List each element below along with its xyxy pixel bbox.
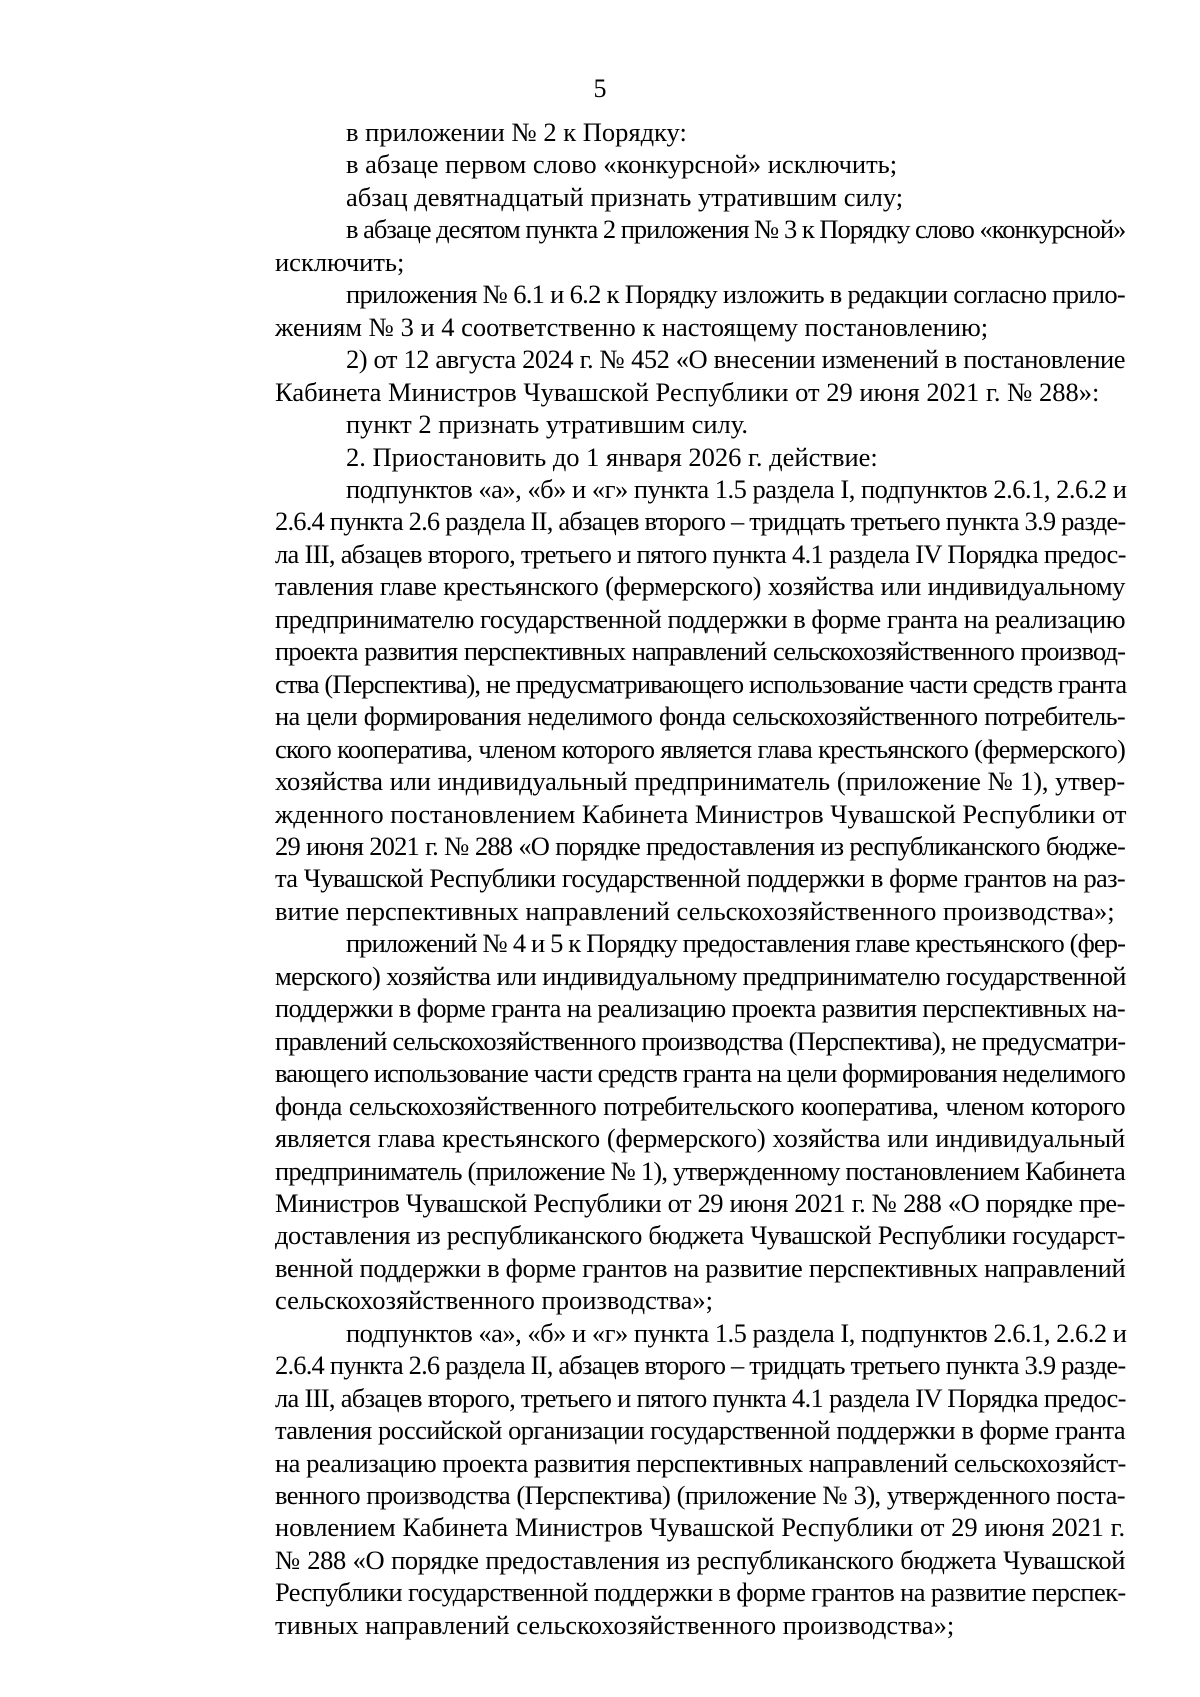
text-line: пункт 2 признать утратившим силу. [346, 409, 748, 440]
page-number: 5 [593, 74, 607, 103]
text-line: 2) от 12 августа 2024 г. № 452 «О внесении изменений в постановление [346, 344, 1125, 375]
text-line: 29 июня 2021 г. № 288 «О порядке предоставления из республиканского бюдже- [275, 830, 1125, 861]
text-line: тивных направлений сельскохозяйственного производства»; [275, 1609, 955, 1640]
text-line: сельскохозяйственного производства»; [275, 1285, 714, 1316]
text-line: в абзаце десятом пункта 2 приложения № 3 к Порядку слово «конкурсной» [346, 214, 1126, 245]
text-line: мерского) хозяйства или индивидуальному предпринимателю государственной [275, 960, 1126, 991]
text-line: тавления российской организации государственной поддержки в форме гранта [275, 1415, 1125, 1446]
text-line: 2.6.4 пункта 2.6 раздела II, абзацев второго – тридцать третьего пункта 3.9 разде- [275, 1350, 1126, 1381]
text-line: 2. Приостановить до 1 января 2026 г. действие: [346, 441, 878, 472]
paragraph [204, 181, 1125, 213]
text-line: в абзаце первом слово «конкурсной» исключить; [346, 149, 898, 180]
text-line: жениям № 3 и 4 соответственно к настоящему постановлению; [275, 311, 989, 342]
paragraph [204, 408, 1125, 440]
text-line: Кабинета Министров Чувашской Республики от 29 июня 2021 г. № 288»: [275, 376, 1100, 407]
text-line: исключить; [275, 246, 405, 277]
text-line: на цели формирования неделимого фонда сельскохозяйственного потребитель- [275, 701, 1125, 732]
paragraph [204, 148, 1125, 180]
text-line: тавления главе крестьянского (фермерского) хозяйства или индивидуальному [275, 571, 1125, 602]
text-line: фонда сельскохозяйственного потребительского кооператива, членом которого [275, 1090, 1125, 1121]
text-line: проекта развития перспективных направлений сельскохозяйственного производ- [275, 636, 1125, 667]
text-line: ла III, абзацев второго, третьего и пятого пункта 4.1 раздела IV Порядка предос- [275, 1382, 1126, 1413]
text-line: ского кооператива, членом которого является глава крестьянского (фермерского) [275, 733, 1125, 764]
text-line: подпунктов «а», «б» и «г» пункта 1.5 раздела I, подпунктов 2.6.1, 2.6.2 и [346, 1317, 1127, 1348]
text-line: в приложении № 2 к Порядку: [346, 117, 687, 147]
text-line: подпунктов «а», «б» и «г» пункта 1.5 раздела I, подпунктов 2.6.1, 2.6.2 и [346, 473, 1127, 504]
text-line: на реализацию проекта развития перспективных направлений сельскохозяйст- [275, 1447, 1126, 1478]
paragraph [204, 213, 1125, 278]
text-line: доставления из республиканского бюджета Чувашской Республики государст- [275, 1220, 1125, 1251]
text-line: правлений сельскохозяйственного производства (Перспектива), не предусматри- [275, 1025, 1126, 1056]
text-line: приложения № 6.1 и 6.2 к Порядку изложить в редакции согласно прило- [346, 279, 1125, 310]
text-line: новлением Кабинета Министров Чувашской Республики от 29 июня 2021 г. [275, 1512, 1125, 1543]
text-line: 2.6.4 пункта 2.6 раздела II, абзацев второго – тридцать третьего пункта 3.9 разде- [275, 506, 1126, 537]
text-line: Республики государственной поддержки в форме грантов на развитие перспек- [275, 1577, 1126, 1608]
text-line: витие перспективных направлений сельскохозяйственного производства»; [275, 895, 1115, 926]
text-line: поддержки в форме гранта на реализацию проекта развития перспективных на- [275, 993, 1125, 1024]
paragraph [204, 1317, 1125, 1642]
document-body [204, 116, 1125, 1641]
text-line: абзац девятнадцатый признать утратившим силу; [346, 181, 904, 212]
paragraph [204, 927, 1125, 1316]
text-line: та Чувашской Республики государственной поддержки в форме грантов на раз- [275, 863, 1125, 894]
text-line: приложений № 4 и 5 к Порядку предоставления главе крестьянского (фер- [346, 928, 1125, 959]
text-line: вающего использование части средств гранта на цели формирования неделимого [275, 1058, 1126, 1089]
paragraph [204, 116, 1125, 148]
text-line: является глава крестьянского (фермерского) хозяйства или индивидуальный [275, 1123, 1125, 1154]
text-line: ства (Перспектива), не предусматривающего использование части средств гранта [275, 668, 1127, 699]
text-line: предприниматель (приложение № 1), утвержденному постановлением Кабинета [275, 1155, 1125, 1186]
text-line: предпринимателю государственной поддержки в форме гранта на реализацию [275, 603, 1125, 634]
paragraph [204, 473, 1125, 927]
text-line: жденного постановлением Кабинета Министров Чувашской Республики от [275, 798, 1127, 829]
text-line: венного производства (Перспектива) (приложение № 3), утвержденного поста- [275, 1480, 1125, 1511]
text-line: № 288 «О порядке предоставления из республиканского бюджета Чувашской [275, 1544, 1125, 1575]
text-line: хозяйства или индивидуальный предприниматель (приложение № 1), утвер- [275, 766, 1125, 797]
text-line: венной поддержки в форме грантов на развитие перспективных направлений [275, 1252, 1126, 1283]
paragraph [204, 343, 1125, 408]
paragraph [204, 278, 1125, 343]
text-line: Министров Чувашской Республики от 29 июня 2021 г. № 288 «О порядке пре- [275, 1187, 1125, 1218]
text-line: ла III, абзацев второго, третьего и пятого пункта 4.1 раздела IV Порядка предос- [275, 538, 1126, 569]
paragraph [204, 441, 1125, 473]
